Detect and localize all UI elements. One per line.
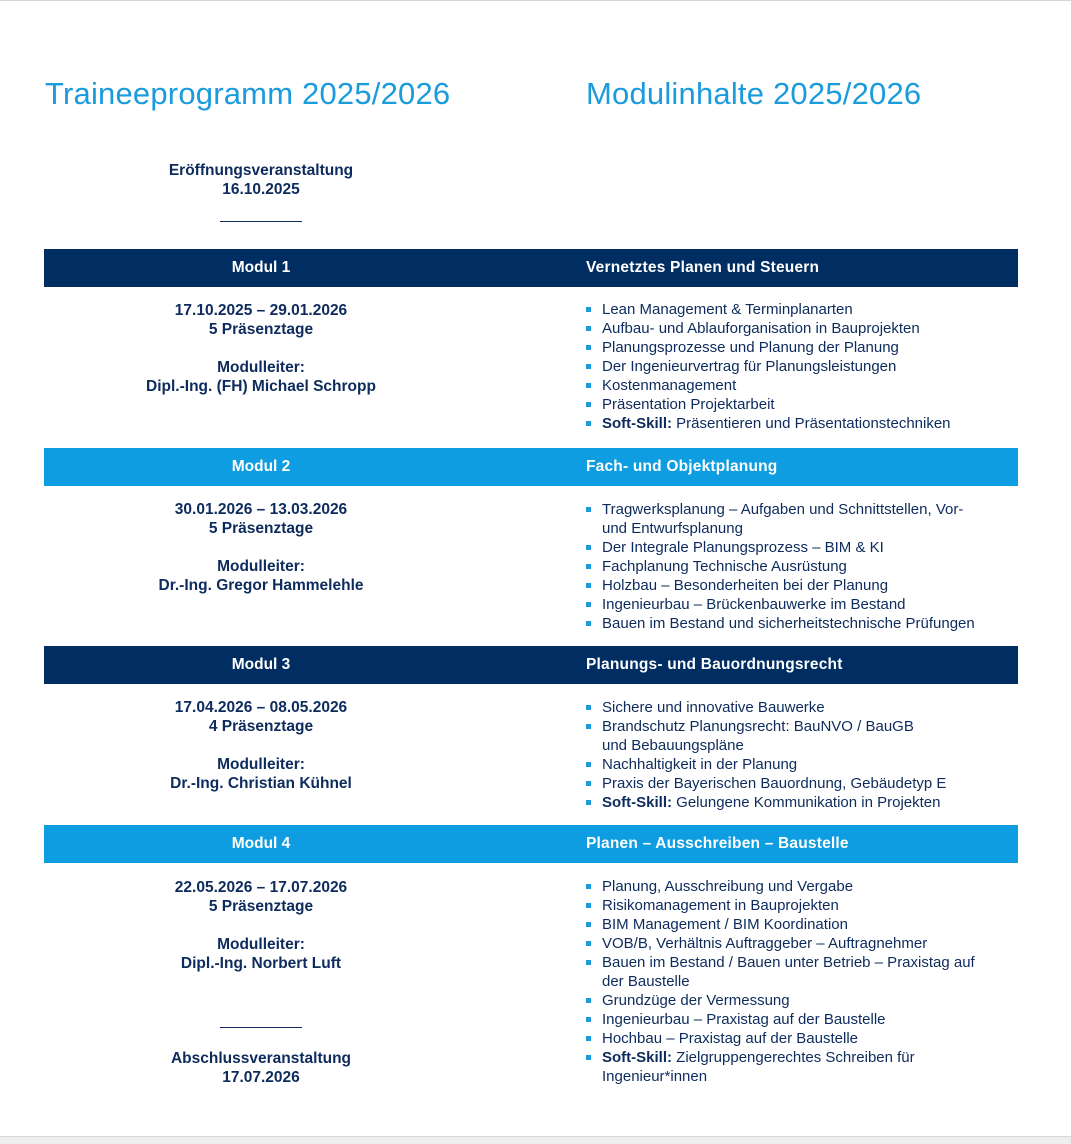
module-1-days: 5 Präsenztage: [208, 321, 314, 338]
module-2-leader-label: Modulleiter:: [217, 558, 305, 575]
closing-event: [140, 1049, 382, 1087]
module-4-contents: [586, 877, 986, 1086]
list-item: Der Integrale Planungsprozess – BIM & KI: [586, 538, 966, 557]
module-1-header: [44, 249, 1018, 287]
top-border: [0, 0, 1071, 1]
opening-event: [140, 161, 382, 199]
divider-opening: [220, 221, 302, 222]
divider-closing: [220, 1027, 302, 1028]
list-item: Nachhaltigkeit in der Planung: [586, 755, 981, 774]
module-4-info: [140, 878, 382, 973]
list-item: Planungsprozesse und Planung der Planung: [586, 338, 1016, 357]
list-item: VOB/B, Verhältnis Auftraggeber – Auftragnehmer: [586, 934, 986, 953]
list-item: Bauen im Bestand und sicherheitstechnische Prüfungen: [586, 614, 966, 633]
module-1-topic: Vernetztes Planen und Steuern: [586, 259, 820, 276]
module-4-days: 5 Präsenztage: [208, 898, 314, 915]
softskill-item: [586, 1048, 946, 1086]
module-1-dates: 17.10.2025 – 29.01.2026: [174, 302, 348, 319]
module-3-topic: Planungs- und Bauordnungsrecht: [586, 656, 843, 673]
module-4-name: Modul 4: [231, 835, 291, 852]
list-item: Brandschutz Planungsrecht: BauNVO / BauGB und Bebauungspläne: [586, 717, 931, 755]
module-3-info: [140, 698, 382, 793]
module-4-leader: Dipl.-Ing. Norbert Luft: [180, 955, 342, 972]
module-3-leader-label: Modulleiter:: [217, 756, 305, 773]
list-item: Aufbau- und Ablauforganisation in Bauprojekten: [586, 319, 1016, 338]
module-2-header: [44, 448, 1018, 486]
list-item: Planung, Ausschreibung und Vergabe: [586, 877, 986, 896]
module-3-contents: [586, 698, 981, 812]
modules-title: Modulinhalte 2025/2026: [586, 76, 922, 111]
module-4-leader-label: Modulleiter:: [217, 936, 305, 953]
softskill-item: [586, 793, 981, 812]
module-4-header: [44, 825, 1018, 863]
module-2-days: 5 Präsenztage: [208, 520, 314, 537]
softskill-label: Soft-Skill:: [602, 415, 672, 432]
softskill-item: [586, 414, 1016, 433]
list-item: Lean Management & Terminplanarten: [586, 300, 1016, 319]
list-item: Fachplanung Technische Ausrüstung: [586, 557, 966, 576]
module-1-info: [140, 301, 382, 396]
bottom-border: [0, 1136, 1071, 1144]
list-item: Grundzüge der Vermessung: [586, 991, 986, 1010]
list-item: Bauen im Bestand / Bauen unter Betrieb – Praxistag auf der Baustelle: [586, 953, 976, 991]
module-2-info: [140, 500, 382, 595]
module-3-days: 4 Präsenztage: [208, 718, 314, 735]
module-1-leader: Dipl.-Ing. (FH) Michael Schropp: [146, 378, 376, 395]
module-1-name: Modul 1: [231, 259, 291, 276]
module-2-name: Modul 2: [231, 458, 291, 475]
module-2-leader: Dr.-Ing. Gregor Hammelehle: [158, 577, 364, 594]
softskill-label: Soft-Skill:: [602, 1049, 672, 1066]
list-item: Hochbau – Praxistag auf der Baustelle: [586, 1029, 986, 1048]
module-3-name: Modul 3: [231, 656, 291, 673]
module-3-header: [44, 646, 1018, 684]
closing-label: Abschlussveranstaltung: [170, 1050, 352, 1067]
module-2-topic: Fach- und Objektplanung: [586, 458, 778, 475]
module-2-dates: 30.01.2026 – 13.03.2026: [174, 501, 348, 518]
opening-date: 16.10.2025: [222, 181, 300, 198]
module-4-topic: Planen – Ausschreiben – Baustelle: [586, 835, 849, 852]
module-3-dates: 17.04.2026 – 08.05.2026: [174, 699, 348, 716]
list-item: Der Ingenieurvertrag für Planungsleistungen: [586, 357, 1016, 376]
module-2-contents: [586, 500, 975, 633]
module-4-dates: 22.05.2026 – 17.07.2026: [174, 879, 348, 896]
list-item: Kostenmanagement: [586, 376, 1016, 395]
list-item: Tragwerksplanung – Aufgaben und Schnittstellen, Vor- und Entwurfsplanung: [586, 500, 966, 538]
program-title: Traineeprogramm 2025/2026: [45, 76, 451, 111]
softskill-text: Präsentieren und Präsentationstechniken: [676, 415, 951, 432]
closing-date: 17.07.2026: [222, 1069, 300, 1086]
module-3-leader: Dr.-Ing. Christian Kühnel: [170, 775, 352, 792]
list-item: BIM Management / BIM Koordination: [586, 915, 986, 934]
module-1-contents: [586, 300, 1016, 433]
softskill-text: Gelungene Kommunikation in Projekten: [676, 794, 941, 811]
list-item: Ingenieurbau – Brückenbauwerke im Bestand: [586, 595, 966, 614]
softskill-text: Zielgruppengerechtes Schreiben für Ingenieur*innen: [602, 1049, 915, 1085]
list-item: Praxis der Bayerischen Bauordnung, Gebäudetyp E: [586, 774, 981, 793]
list-item: Risikomanagement in Bauprojekten: [586, 896, 986, 915]
opening-label: Eröffnungsveranstaltung: [168, 162, 354, 179]
list-item: Ingenieurbau – Praxistag auf der Baustelle: [586, 1010, 986, 1029]
list-item: Sichere und innovative Bauwerke: [586, 698, 981, 717]
module-1-leader-label: Modulleiter:: [217, 359, 305, 376]
list-item: Präsentation Projektarbeit: [586, 395, 1016, 414]
softskill-label: Soft-Skill:: [602, 794, 672, 811]
list-item: Holzbau – Besonderheiten bei der Planung: [586, 576, 966, 595]
